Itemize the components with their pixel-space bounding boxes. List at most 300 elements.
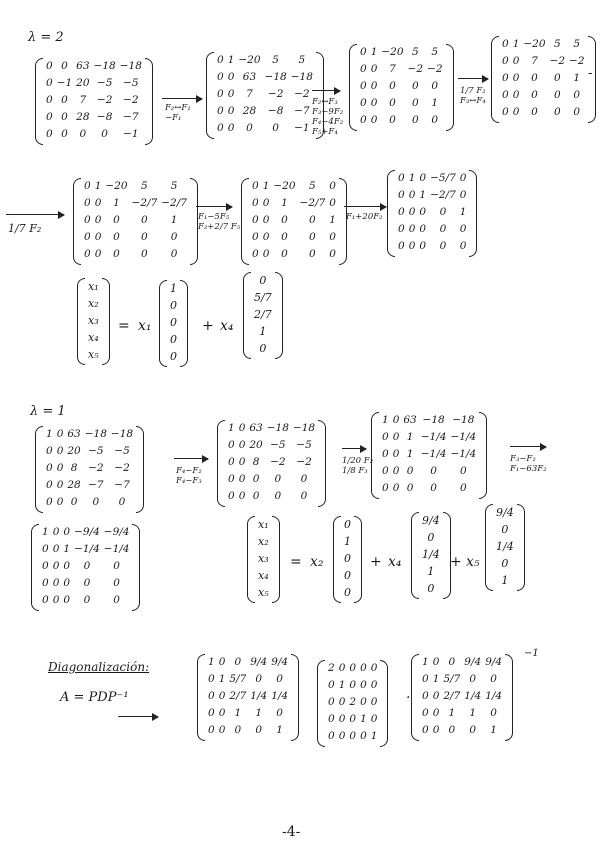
matrix-cell: 0: [218, 656, 226, 668]
matrix-cell: 1: [432, 673, 440, 685]
matrix-cell: 0: [217, 54, 224, 66]
matrix-cell: 0: [46, 77, 53, 89]
matrix-cell: 1: [338, 679, 346, 691]
matrix-cell: 0: [329, 248, 336, 260]
matrix-cell: 1: [370, 46, 378, 58]
matrix-cell: 5: [298, 54, 306, 66]
matrix-cell: 0: [360, 696, 367, 708]
left-paren: [485, 504, 493, 591]
matrix-cell: 0: [408, 189, 416, 201]
matrix-cell: 5/7: [443, 673, 461, 685]
matrix-cell: 0: [61, 60, 68, 72]
matrix-cell: 0: [262, 197, 270, 209]
matrix-cell: 1/4: [464, 690, 482, 702]
left-paren: [241, 178, 249, 265]
matrix-cell: 0: [63, 560, 71, 572]
matrix-cell: 0: [252, 473, 260, 485]
matrix-cell: 7: [246, 88, 253, 100]
matrix-cell: 0: [328, 679, 335, 691]
matrix-cell: 0: [502, 106, 509, 118]
s1-matrix-5: [82, 178, 189, 263]
matrix-cell: −7: [88, 479, 104, 491]
right-paren: [132, 524, 140, 611]
matrix-cell: 0: [360, 80, 367, 92]
matrix-cell: 1: [255, 707, 263, 719]
matrix-cell: 0: [398, 189, 405, 201]
matrix-cell: 9/4: [464, 656, 482, 668]
s1-matrix-7: [396, 170, 468, 255]
matrix-cell: 0: [52, 594, 60, 606]
matrix-cell: 0: [459, 223, 467, 235]
matrix-cell: 1: [227, 54, 235, 66]
vector-entry: 0: [170, 350, 177, 363]
matrix-cell: 0: [94, 231, 102, 243]
matrix-cell: 0: [408, 206, 416, 218]
matrix-cell: 0: [46, 128, 53, 140]
s1-op-4: [8, 224, 41, 234]
matrix-cell: 0: [83, 594, 91, 606]
matrix-cell: 0: [255, 673, 263, 685]
s1-continuation-dash: -: [588, 66, 593, 81]
matrix-cell: −20: [381, 46, 404, 58]
matrix-cell: −8: [96, 111, 113, 123]
left-paren: [73, 178, 81, 265]
matrix-cell: 0: [94, 214, 102, 226]
matrix-cell: −7: [114, 479, 130, 491]
vector-entry: 0: [344, 586, 351, 599]
vector-entry: x₅: [88, 348, 99, 361]
vector-entry: x₄: [258, 569, 269, 582]
matrix-cell: 0: [431, 114, 439, 126]
matrix-cell: 0: [309, 248, 316, 260]
right-paren: [517, 504, 525, 591]
matrix-cell: −1: [56, 77, 73, 89]
vector-entry: 1/4: [422, 548, 440, 561]
matrix-cell: 0: [234, 656, 242, 668]
right-paren: [180, 280, 188, 367]
matrix-cell: −2: [569, 55, 585, 67]
s1-coef-2: x₄: [220, 318, 234, 334]
row-operation: F₃↔F₄: [460, 96, 486, 106]
matrix-cell: −20: [105, 180, 128, 192]
matrix-cell: 0: [553, 106, 561, 118]
matrix-cell: 0: [422, 724, 429, 736]
matrix-cell: 5/7: [229, 673, 247, 685]
matrix-cell: 0: [79, 128, 87, 140]
matrix-cell: 0: [84, 248, 91, 260]
matrix-cell: 0: [349, 713, 357, 725]
matrix-cell: 0: [553, 72, 561, 84]
matrix-cell: −2: [270, 456, 286, 468]
matrix-cell: 2: [349, 696, 357, 708]
matrix-cell: 1: [431, 97, 439, 109]
s1-matrix-3: [358, 44, 445, 129]
matrix-cell: 0: [208, 673, 215, 685]
matrix-cell: 0: [338, 696, 346, 708]
s2-plus-sign-1: +: [370, 554, 382, 570]
row-operation: F₁−5F₅: [198, 212, 230, 222]
row-operation: 1/20 F₂: [342, 456, 374, 466]
vector-entry: x₃: [88, 314, 99, 327]
matrix-cell: 0: [490, 673, 497, 685]
matrix-cell: 0: [300, 490, 308, 502]
matrix-cell: −2: [549, 55, 566, 67]
matrix-cell: 0: [408, 240, 416, 252]
matrix-cell: 0: [252, 490, 260, 502]
right-paren: [469, 170, 477, 257]
matrix-cell: 0: [46, 496, 53, 508]
matrix-cell: 0: [262, 231, 270, 243]
matrix-cell: 0: [63, 526, 71, 538]
matrix-cell: 0: [459, 189, 467, 201]
s2-basis-vector-1: [342, 516, 353, 601]
matrix-cell: 0: [419, 240, 427, 252]
right-paren: [190, 178, 198, 265]
matrix-cell: 0: [83, 577, 91, 589]
matrix-cell: 0: [46, 94, 53, 106]
matrix-cell: 0: [573, 106, 581, 118]
matrix-cell: −2: [96, 94, 113, 106]
matrix-cell: 0: [329, 231, 336, 243]
matrix-cell: 1: [490, 724, 497, 736]
s2-equals-sign: =: [290, 554, 302, 570]
matrix-cell: 1: [370, 730, 378, 742]
matrix-cell: 0: [389, 97, 396, 109]
matrix-cell: 0: [360, 46, 367, 58]
matrix-cell: −18: [264, 71, 287, 83]
matrix-cell: 0: [512, 89, 520, 101]
matrix-cell: 1: [46, 428, 53, 440]
matrix-cell: 20: [249, 439, 263, 451]
matrix-cell: 0: [228, 490, 235, 502]
row-operation: F₁+20F₂: [346, 212, 383, 222]
matrix-cell: 0: [370, 114, 378, 126]
matrix-cell: 0: [170, 231, 178, 243]
matrix-cell: 0: [349, 679, 357, 691]
left-paren: [349, 44, 357, 131]
s1-op-1: [165, 103, 191, 123]
s1-arrow-1: [162, 98, 202, 99]
vector-entry: x₅: [258, 586, 269, 599]
matrix-cell: 0: [227, 88, 235, 100]
matrix-cell: 0: [281, 248, 288, 260]
matrix-cell: −18: [84, 428, 107, 440]
matrix-cell: 0: [276, 673, 283, 685]
matrix-cell: 0: [382, 465, 389, 477]
matrix-cell: −5: [96, 77, 113, 89]
s2-coef-3: x₅: [466, 554, 480, 570]
matrix-cell: −18: [290, 71, 313, 83]
matrix-cell: 0: [512, 55, 520, 67]
matrix-cell: 0: [227, 105, 235, 117]
matrix-cell: 1: [512, 38, 520, 50]
matrix-cell: 0: [338, 662, 346, 674]
matrix-cell: 63: [249, 422, 263, 434]
matrix-cell: 0: [42, 577, 49, 589]
matrix-cell: 0: [234, 724, 242, 736]
matrix-cell: 1: [63, 543, 71, 555]
matrix-cell: 0: [238, 456, 246, 468]
matrix-cell: −18: [266, 422, 289, 434]
diag-matrix-P: [206, 654, 290, 739]
matrix-cell: 1: [113, 197, 120, 209]
matrix-cell: 1: [234, 707, 242, 719]
matrix-cell: 0: [392, 414, 400, 426]
matrix-cell: 0: [432, 707, 440, 719]
matrix-cell: 0: [422, 673, 429, 685]
matrix-cell: 0: [392, 448, 400, 460]
matrix-cell: −1/4: [103, 543, 130, 555]
matrix-cell: 0: [338, 730, 346, 742]
matrix-cell: 63: [67, 428, 81, 440]
s2-arrow-1: [174, 458, 208, 459]
right-paren: [272, 516, 280, 603]
matrix-cell: −18: [452, 414, 475, 426]
matrix-cell: −2: [427, 63, 443, 75]
matrix-cell: 0: [61, 94, 68, 106]
matrix-cell: 0: [170, 248, 178, 260]
matrix-cell: 0: [217, 122, 224, 134]
matrix-cell: 1/4: [271, 690, 289, 702]
s1-plus-sign: +: [202, 318, 214, 334]
matrix-cell: 0: [274, 490, 282, 502]
matrix-cell: 0: [382, 448, 389, 460]
matrix-cell: 0: [392, 431, 400, 443]
matrix-cell: 7: [531, 55, 538, 67]
vector-entry: 1: [427, 565, 435, 578]
vector-entry: 9/4: [422, 514, 440, 527]
matrix-cell: 0: [141, 231, 148, 243]
matrix-cell: −2/7: [131, 197, 158, 209]
s2-matrix-3: [380, 412, 478, 497]
matrix-cell: 1: [459, 206, 467, 218]
matrix-cell: 8: [70, 462, 78, 474]
diag-dot: ·: [406, 690, 411, 706]
matrix-cell: 1: [573, 72, 581, 84]
row-operation: F₄−F₃: [176, 476, 202, 486]
matrix-cell: 0: [252, 231, 259, 243]
matrix-cell: 1: [448, 707, 456, 719]
vector-entry: x₁: [258, 518, 269, 531]
matrix-cell: −2/7: [430, 189, 456, 201]
matrix-cell: 0: [238, 422, 246, 434]
matrix-cell: 0: [419, 172, 427, 184]
lambda-2-label: λ = 2: [28, 30, 64, 45]
matrix-cell: 0: [338, 713, 346, 725]
left-paren: [31, 524, 39, 611]
matrix-cell: 0: [406, 465, 414, 477]
matrix-cell: −7: [123, 111, 139, 123]
matrix-cell: 0: [300, 473, 308, 485]
vector-entry: 0: [170, 333, 177, 346]
matrix-cell: 0: [217, 88, 224, 100]
matrix-cell: 0: [218, 724, 226, 736]
matrix-cell: 0: [84, 197, 91, 209]
diag-formula: A = PDP⁻¹: [60, 690, 129, 705]
matrix-cell: 5: [170, 180, 178, 192]
matrix-cell: 0: [360, 730, 367, 742]
matrix-cell: 0: [84, 231, 91, 243]
matrix-cell: 0: [272, 122, 279, 134]
matrix-cell: 0: [63, 594, 71, 606]
right-paren: [479, 412, 487, 499]
matrix-cell: 0: [46, 60, 53, 72]
s1-coef-1: x₁: [138, 318, 152, 334]
matrix-cell: 0: [469, 724, 477, 736]
matrix-cell: 0: [238, 473, 246, 485]
matrix-cell: 0: [56, 445, 64, 457]
vector-entry: 0: [170, 316, 177, 329]
matrix-cell: 0: [432, 690, 440, 702]
matrix-cell: 1: [408, 172, 416, 184]
matrix-cell: 0: [360, 63, 367, 75]
matrix-cell: 0: [141, 214, 148, 226]
matrix-cell: 0: [309, 214, 316, 226]
matrix-cell: 0: [432, 724, 440, 736]
matrix-cell: 2/7: [229, 690, 247, 702]
vector-entry: 0: [427, 582, 435, 595]
matrix-cell: 0: [84, 214, 91, 226]
s1-arrow-5: [196, 206, 232, 207]
matrix-cell: 0: [252, 214, 259, 226]
vector-entry: 0: [170, 299, 177, 312]
matrix-cell: 0: [274, 473, 282, 485]
matrix-cell: 0: [370, 679, 378, 691]
matrix-cell: 0: [439, 240, 447, 252]
matrix-cell: 0: [370, 97, 378, 109]
row-operation: 1/7 F₂: [8, 222, 42, 235]
row-operation: 1/8 F₃: [342, 466, 368, 476]
s1-op-2: [312, 97, 343, 137]
left-paren: [159, 280, 167, 367]
matrix-cell: −2: [114, 462, 130, 474]
right-paren: [136, 426, 144, 513]
row-operation: −F₁: [165, 113, 182, 123]
matrix-cell: 7: [79, 94, 87, 106]
matrix-cell: −5: [114, 445, 130, 457]
matrix-cell: 0: [469, 673, 477, 685]
matrix-cell: 0: [531, 72, 538, 84]
row-operation: F₃−9F₂: [312, 107, 344, 117]
matrix-cell: 0: [217, 105, 224, 117]
right-paren: [145, 58, 153, 145]
matrix-cell: 0: [46, 111, 53, 123]
left-paren: [411, 512, 419, 599]
matrix-cell: 0: [329, 197, 336, 209]
matrix-cell: 0: [228, 439, 235, 451]
matrix-cell: 20: [67, 445, 81, 457]
vector-entry: 0: [427, 531, 435, 544]
s1-matrix-4: [500, 36, 587, 121]
matrix-cell: 28: [242, 105, 257, 117]
row-operation: F₃−F₂: [510, 454, 536, 464]
diag-arrow: [118, 716, 158, 717]
matrix-cell: 0: [459, 172, 467, 184]
vector-entry: 0: [259, 274, 267, 287]
matrix-cell: 0: [252, 180, 259, 192]
matrix-cell: 0: [228, 473, 235, 485]
matrix-cell: 0: [573, 89, 581, 101]
matrix-cell: 0: [382, 482, 389, 494]
matrix-cell: 0: [238, 439, 246, 451]
s1-var-vector: [86, 278, 101, 363]
diag-matrix-Pinv: [420, 654, 504, 739]
matrix-cell: 0: [52, 526, 60, 538]
s2-matrix-1: [44, 426, 135, 511]
matrix-cell: 2/7: [443, 690, 461, 702]
page-number: -4-: [282, 824, 301, 840]
s2-arrow-2: [342, 448, 366, 449]
matrix-cell: 0: [406, 482, 414, 494]
vector-entry: 1/4: [496, 540, 514, 553]
matrix-cell: −2: [407, 63, 424, 75]
matrix-cell: 0: [101, 128, 108, 140]
matrix-cell: 0: [392, 482, 400, 494]
s2-coef-1: x₂: [310, 554, 324, 570]
matrix-cell: 0: [459, 465, 467, 477]
matrix-cell: 0: [56, 479, 64, 491]
left-paren: [35, 58, 43, 145]
matrix-cell: 0: [141, 248, 148, 260]
matrix-cell: 2: [328, 662, 335, 674]
matrix-cell: 0: [392, 465, 400, 477]
s1-matrix-2: [215, 52, 315, 137]
matrix-cell: 9/4: [271, 656, 289, 668]
matrix-cell: 1: [422, 656, 429, 668]
matrix-cell: 0: [439, 206, 447, 218]
row-operation: F₂↔F₁: [165, 103, 191, 113]
matrix-cell: 0: [398, 206, 405, 218]
matrix-cell: 0: [360, 662, 367, 674]
matrix-cell: 5: [573, 38, 581, 50]
matrix-cell: 0: [46, 445, 53, 457]
matrix-cell: 0: [328, 713, 335, 725]
left-paren: [35, 426, 43, 513]
matrix-cell: 0: [113, 214, 120, 226]
matrix-cell: 0: [52, 577, 60, 589]
matrix-cell: 0: [227, 122, 235, 134]
matrix-cell: 0: [63, 577, 71, 589]
matrix-cell: 1: [419, 189, 427, 201]
matrix-cell: −1/4: [74, 543, 100, 555]
matrix-cell: 1: [208, 656, 215, 668]
matrix-cell: 5: [431, 46, 439, 58]
matrix-cell: 0: [52, 560, 60, 572]
matrix-cell: 1/4: [485, 690, 503, 702]
vector-entry: 1: [259, 325, 267, 338]
matrix-cell: 0: [512, 106, 520, 118]
matrix-cell: 5: [553, 38, 561, 50]
matrix-cell: 0: [370, 713, 378, 725]
matrix-cell: 8: [252, 456, 260, 468]
s1-basis-vector-2: [252, 272, 274, 357]
s2-coef-2: x₄: [388, 554, 402, 570]
matrix-cell: 0: [118, 496, 126, 508]
matrix-cell: 0: [42, 594, 49, 606]
matrix-cell: 0: [281, 214, 288, 226]
matrix-cell: 0: [42, 560, 49, 572]
matrix-cell: −18: [422, 414, 445, 426]
matrix-cell: −18: [93, 60, 116, 72]
matrix-cell: 0: [208, 707, 215, 719]
matrix-cell: 0: [70, 496, 78, 508]
vector-entry: 0: [344, 569, 351, 582]
matrix-cell: 0: [349, 662, 357, 674]
matrix-cell: −2: [123, 94, 139, 106]
matrix-cell: 1: [276, 724, 283, 736]
matrix-cell: 63: [76, 60, 90, 72]
matrix-cell: 0: [502, 55, 509, 67]
